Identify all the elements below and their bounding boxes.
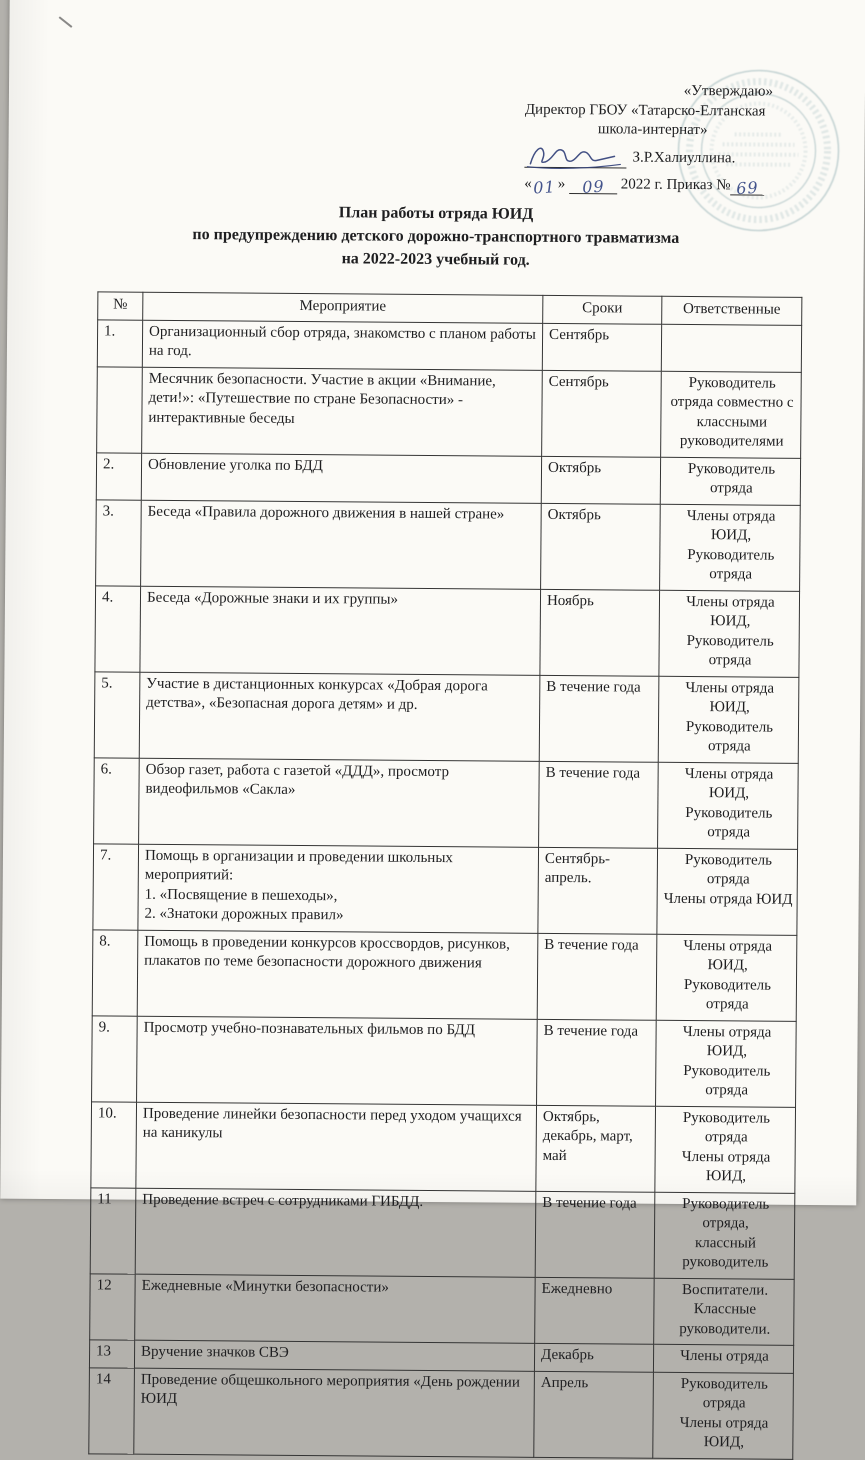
cell-num: 11: [90, 1187, 136, 1273]
cell-responsible: Члены отряда ЮИД, Руководитель отряда: [656, 1020, 797, 1107]
cell-activity: Обзор газет, работа с газетой «ДДД», просмотр видеофильмов «Сакла»: [139, 758, 540, 847]
signatory-name: З.Р.Халиуллина.: [632, 149, 736, 167]
cell-activity: Проведение встреч с сотрудниками ГИБДД.: [135, 1188, 536, 1277]
table-row: [96, 452, 800, 505]
table-row: [95, 585, 800, 677]
cell-activity: Участие в дистанционных конкурсах «Добрая дорога детства», «Безопасная дорога детям» и др.: [139, 672, 540, 761]
cell-num: 10.: [91, 1101, 137, 1187]
cell-time: В течение года: [539, 761, 659, 848]
cell-num: 13: [89, 1340, 134, 1368]
cell-time: Октябрь: [541, 456, 660, 504]
cell-time: Сентябрь: [542, 323, 661, 371]
quote-close: »: [557, 175, 566, 192]
cell-activity: Беседа «Правила дорожного движения в нашей стране»: [141, 500, 542, 589]
cell-responsible: [661, 324, 801, 372]
document-title: [48, 199, 825, 275]
cell-activity: Беседа «Дорожные знаки и их группы»: [140, 586, 541, 675]
cell-time: Ежедневно: [535, 1277, 655, 1344]
cell-num: 8.: [92, 929, 138, 1015]
cell-time: Сентябрь: [542, 370, 662, 457]
scan-corner-artifact: [59, 16, 73, 28]
handwritten-month: 09: [569, 176, 617, 194]
table-row: [90, 1273, 795, 1345]
signature-scribble: [524, 140, 624, 171]
plan-table-body: [89, 319, 802, 1458]
cell-responsible: Члены отряда: [653, 1344, 793, 1373]
table-row: [89, 1367, 794, 1459]
cell-time: Октябрь: [541, 503, 661, 590]
cell-time: Ноябрь: [540, 589, 660, 676]
table-row: [94, 671, 799, 763]
table-row: [97, 366, 802, 458]
director-line-2: школа-интернат»: [597, 121, 708, 139]
table-row: [92, 929, 797, 1021]
cell-num: 14: [89, 1367, 135, 1453]
cell-num: 5.: [94, 671, 140, 757]
table-row: [91, 1101, 796, 1193]
handwritten-order-number: 69: [730, 177, 764, 195]
cell-responsible: Члены отряда ЮИД, Руководитель отряда: [659, 590, 800, 677]
cell-responsible: Руководитель отряда, классный руководитель: [654, 1192, 795, 1279]
handwritten-day: 01: [532, 177, 557, 198]
cell-responsible: Руководитель отряда Члены отряда ЮИД: [657, 848, 798, 935]
cell-responsible: Руководитель отряда Члены отряда ЮИД,: [653, 1372, 794, 1459]
cell-time: Апрель: [534, 1371, 654, 1458]
cell-responsible: Руководитель отряда Члены отряда ЮИД,: [655, 1106, 796, 1193]
cell-activity: Месячник безопасности. Участие в акции «Внимание, дети!»: «Путешествие по стране Безопасности» - интерактивные беседы: [142, 367, 543, 456]
cell-activity: Обновление уголка по БДД: [141, 453, 541, 503]
cell-responsible: Члены отряда ЮИД, Руководитель отряда: [658, 676, 799, 763]
cell-activity: Просмотр учебно-познавательных фильмов по БДД: [137, 1016, 538, 1105]
cell-activity: Ежедневные «Минутки безопасности»: [135, 1274, 536, 1344]
header-responsible: Ответственные: [662, 296, 802, 325]
cell-time: В течение года: [539, 675, 659, 762]
header-number: №: [98, 292, 143, 320]
cell-num: [97, 366, 143, 452]
cell-activity: Вручение значков СВЭ: [134, 1340, 534, 1371]
cell-responsible: Члены отряда ЮИД, Руководитель отряда: [660, 504, 801, 591]
cell-num: 7.: [93, 843, 139, 929]
cell-time: В течение года: [535, 1191, 655, 1278]
table-row: [93, 843, 798, 935]
director-line-1: Директор ГБОУ «Татарско-Елтанская: [524, 101, 766, 120]
cell-time: Сентябрь-апрель.: [538, 847, 658, 934]
cell-num: 1.: [97, 319, 142, 366]
header-time: Сроки: [543, 295, 662, 323]
cell-activity: Проведение линейки безопасности перед уходом учащихся на каникулы: [136, 1102, 537, 1191]
plan-table: [88, 291, 802, 1459]
table-row: [96, 499, 801, 591]
quote-open: «: [524, 175, 532, 192]
cell-responsible: Руководитель отряда: [660, 457, 800, 505]
title-line-1: План работы отряда ЮИД: [338, 204, 534, 223]
cell-num: 12: [90, 1273, 136, 1340]
cell-activity: Помощь в организации и проведении школьных мероприятий: 1. «Посвящение в пешеходы», 2. «Знатоки дорожных правил»: [138, 844, 539, 933]
cell-num: 4.: [95, 585, 141, 671]
cell-num: 3.: [96, 499, 142, 585]
cell-time: Декабрь: [534, 1343, 653, 1371]
table-row: [92, 1015, 797, 1107]
approval-block: [524, 81, 781, 199]
date-rest: 2022 г. Приказ №: [620, 175, 731, 193]
cell-time: В течение года: [537, 933, 657, 1020]
cell-responsible: Руководитель отряда совместно с классными руководителями: [661, 371, 802, 458]
signature-line: [524, 140, 626, 168]
cell-activity: Проведение общешкольного мероприятия «День рождении ЮИД: [134, 1368, 535, 1457]
cell-num: 6.: [94, 757, 140, 843]
cell-time: Октябрь, декабрь, март, май: [536, 1105, 656, 1192]
table-row: [97, 319, 801, 372]
cell-activity: Помощь в проведении конкурсов кроссвордов, рисунков, плакатов по теме безопасности дорожного движения: [137, 930, 538, 1019]
signature-row: [524, 140, 780, 169]
approve-label: «Утверждаю»: [683, 82, 774, 100]
title-line-3: на 2022-2023 учебный год.: [341, 250, 530, 270]
title-line-2: по предупреждению детского дорожно-транспортного травматизма: [192, 226, 680, 248]
cell-num: 9.: [92, 1015, 138, 1101]
header-activity: Мероприятие: [143, 292, 543, 323]
cell-activity: Организационный сбор отряда, знакомство с планом работы на год.: [142, 320, 542, 370]
cell-responsible: Члены отряда ЮИД, Руководитель отряда: [658, 762, 799, 849]
cell-responsible: Воспитатели. Классные руководители.: [654, 1278, 795, 1346]
table-row: [94, 757, 799, 849]
cell-num: 2.: [96, 452, 141, 499]
table-row: [90, 1187, 795, 1279]
cell-time: В течение года: [537, 1019, 657, 1106]
date-line: [524, 174, 780, 199]
cell-responsible: Члены отряда ЮИД, Руководитель отряда: [656, 934, 797, 1021]
